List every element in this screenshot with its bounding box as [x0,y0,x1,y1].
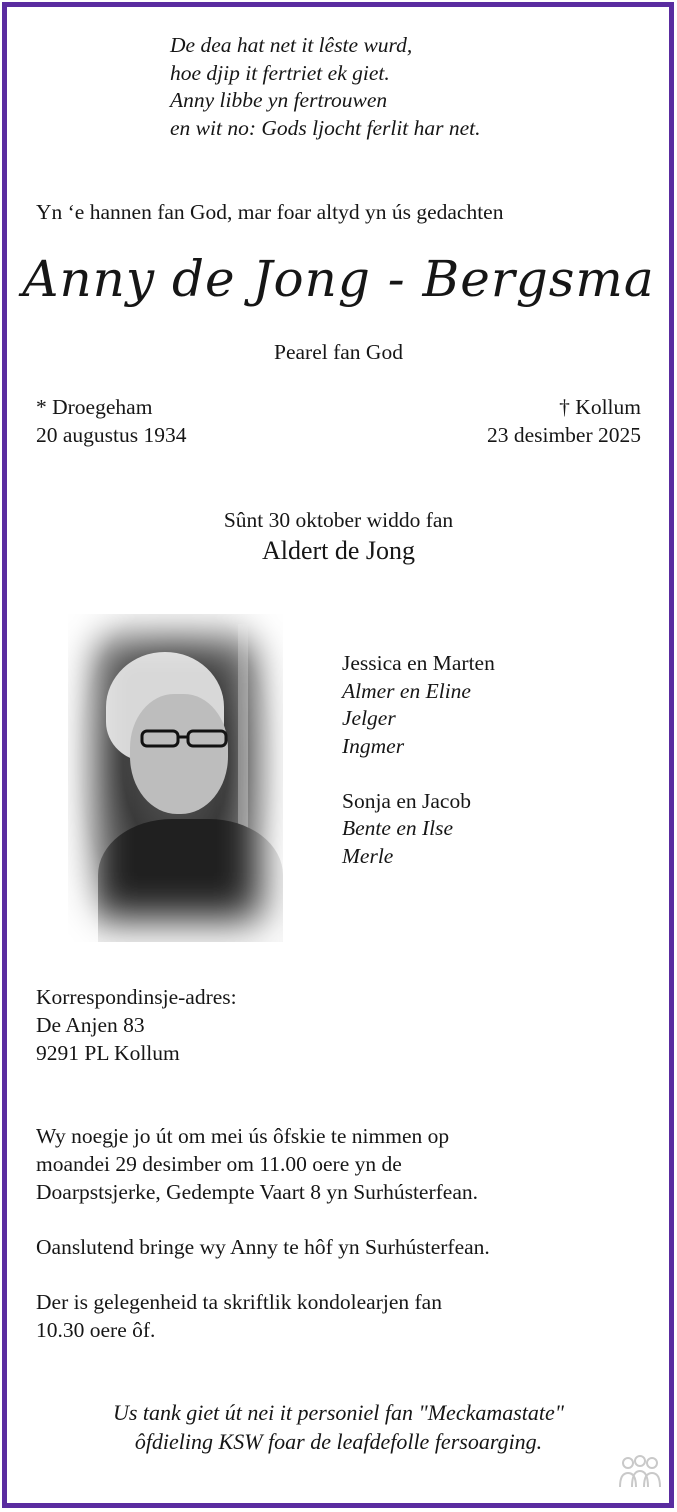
poem-line: Anny libbe yn fertrouwen [170,88,388,112]
family-parents: Sonja en Jacob [342,788,471,813]
subtitle: Pearel fan God [274,340,403,364]
family-child: Bente en Ilse [342,816,454,840]
poem [170,32,481,142]
family-child: Ingmer [342,733,405,758]
poem-line: hoe djip it fertriet ek giet. [170,60,390,85]
condolence-line: 10.30 oere ôf. [36,1318,156,1342]
condolence-line: Der is gelegenheid ta skriftlik kondolearjen fan [36,1290,442,1314]
farewell-line: Doarpstsjerke, Gedempte Vaart 8 yn Surhústerfean. [36,1180,479,1204]
photo-vignette [68,614,283,942]
family-list [342,650,495,870]
address-street: De Anjen 83 [36,1013,145,1037]
poem-line: De dea hat net it lêste wurd, [170,33,413,57]
poem-line: en wit no: Gods ljocht ferlit har net. [170,115,481,140]
family-child: Merle [342,843,394,868]
portrait-photo [68,614,283,942]
address-label: Korrespondinsje-adres: [36,985,237,1009]
thanks-line: ôfdieling KSW foar de leafdefolle fersoarging. [134,1429,543,1454]
family-child: Jelger [342,706,396,730]
address-city: 9291 PL Kollum [36,1041,180,1065]
birth-date: 20 augustus 1934 [36,423,187,447]
burial-line: Oanslutend bringe wy Anny te hôf yn Surhústerfean. [36,1235,490,1259]
intro-line: Yn ‘e hannen fan God, mar foar altyd yn ús gedachten [36,200,504,224]
deceased-name: Anny de Jong - Bergsma [22,250,655,308]
farewell-line: moandei 29 desimber om 11.00 oere yn de [36,1152,402,1176]
widow-line: Sûnt 30 oktober widdo fan [223,508,454,532]
death-date: 23 desimber 2025 [486,423,641,447]
thanks-text [0,1398,677,1456]
birth-place: * Droegeham [36,395,153,419]
people-group-icon [617,1454,663,1492]
spouse-name: Aldert de Jong [261,536,416,565]
family-child: Almer en Eline [342,678,471,703]
thanks-line: Us tank giet út nei it personiel fan "Meckamastate" [112,1400,565,1425]
family-parents: Jessica en Marten [342,651,495,675]
farewell-line: Wy noegje jo út om mei ús ôfskie te nimmen op [36,1124,450,1148]
death-place: † Kollum [559,395,641,419]
